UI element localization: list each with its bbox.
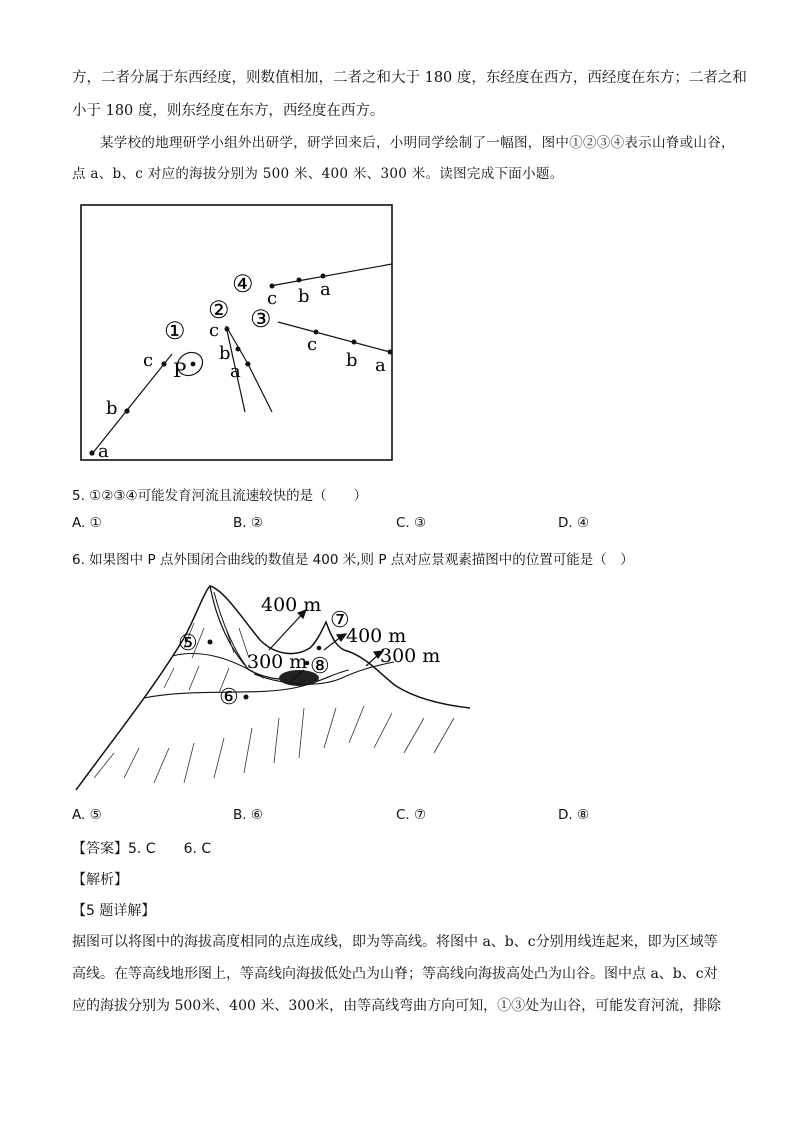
- paragraph-line: 小于 180 度，则东经度在东方，西经度在西方。: [72, 103, 385, 119]
- q6-option-b[interactable]: B. ⑥: [233, 807, 263, 823]
- figure-landscape-sketch: [74, 578, 474, 793]
- label-400m-1: 400 m: [261, 594, 322, 616]
- question-5: 5. ①②③④可能发育河流且流速较快的是（ ）: [72, 488, 368, 504]
- answer-tag: 【答案】: [72, 841, 128, 857]
- q5-option-b[interactable]: B. ②: [233, 515, 263, 531]
- analysis-line: 高线。在等高线地形图上，等高线向海拔低处凸为山脊；等高线向海拔高处凸为山谷。图中点 a、b、c对: [72, 966, 718, 982]
- label-c-4: c: [267, 288, 278, 309]
- label-c-3: c: [307, 334, 318, 355]
- q5-option-a[interactable]: A. ①: [72, 515, 102, 531]
- label-circled-4: ④: [232, 270, 254, 298]
- label-300m-2: 300 m: [380, 645, 441, 667]
- answer-text: 5. C 6. C: [128, 841, 212, 857]
- label-circled-5: ⑤: [178, 631, 198, 656]
- answer-line: [72, 838, 211, 858]
- q6-option-c[interactable]: C. ⑦: [396, 807, 427, 823]
- analysis-subtag: 【5 题详解】: [72, 903, 156, 919]
- intro-line: 某学校的地理研学小组外出研学，研学回来后，小明同学绘制了一幅图，图中①②③④表示山脊或山谷，: [100, 135, 735, 151]
- label-p: P: [173, 358, 187, 382]
- q6-option-d[interactable]: D. ⑧: [558, 807, 590, 823]
- label-circled-2: ②: [208, 296, 230, 324]
- analysis-line: 应的海拔分别为 500米、400 米、300米，由等高线弯曲方向可知，①③处为山谷，可能发育河流，排除: [72, 998, 722, 1014]
- q5-option-c[interactable]: C. ③: [396, 515, 427, 531]
- q5-option-d[interactable]: D. ④: [558, 515, 590, 531]
- label-a-1: a: [98, 441, 109, 462]
- label-circled-3: ③: [250, 305, 272, 333]
- label-a-3: a: [375, 355, 386, 376]
- label-a-2: a: [230, 361, 241, 382]
- q6-option-a[interactable]: A. ⑤: [72, 807, 102, 823]
- label-300m-1: 300 m: [247, 651, 308, 673]
- label-c-1: c: [143, 350, 154, 371]
- label-400m-2: 400 m: [346, 625, 407, 647]
- question-6: 6. 如果图中 P 点外围闭合曲线的数值是 400 米,则 P 点对应景观素描图中的位置可能是（ ）: [72, 552, 634, 568]
- label-b-3: b: [346, 350, 358, 371]
- label-b-2: b: [219, 343, 231, 364]
- label-circled-6: ⑥: [219, 685, 239, 710]
- label-circled-1: ①: [164, 317, 186, 345]
- analysis-tag: 【解析】: [72, 872, 128, 888]
- intro-line: 点 a、b、c 对应的海拔分别为 500 米、400 米、300 米。读图完成下面小题。: [72, 166, 564, 182]
- label-circled-8: ⑧: [310, 654, 330, 679]
- label-a-4: a: [320, 279, 331, 300]
- label-circled-7: ⑦: [330, 608, 350, 633]
- paragraph-line: 方，二者分属于东西经度，则数值相加，二者之和大于 180 度，东经度在西方，西经度在东方；二者之和: [72, 70, 747, 86]
- analysis-line: 据图可以将图中的海拔高度相同的点连成线，即为等高线。将图中 a、b、c分别用线连起来，即为区域等: [72, 934, 718, 950]
- label-c-2: c: [209, 320, 220, 341]
- label-b-1: b: [106, 398, 118, 419]
- figure-contour-sketch: [80, 204, 394, 462]
- label-b-4: b: [298, 286, 310, 307]
- figure-frame: [81, 205, 392, 460]
